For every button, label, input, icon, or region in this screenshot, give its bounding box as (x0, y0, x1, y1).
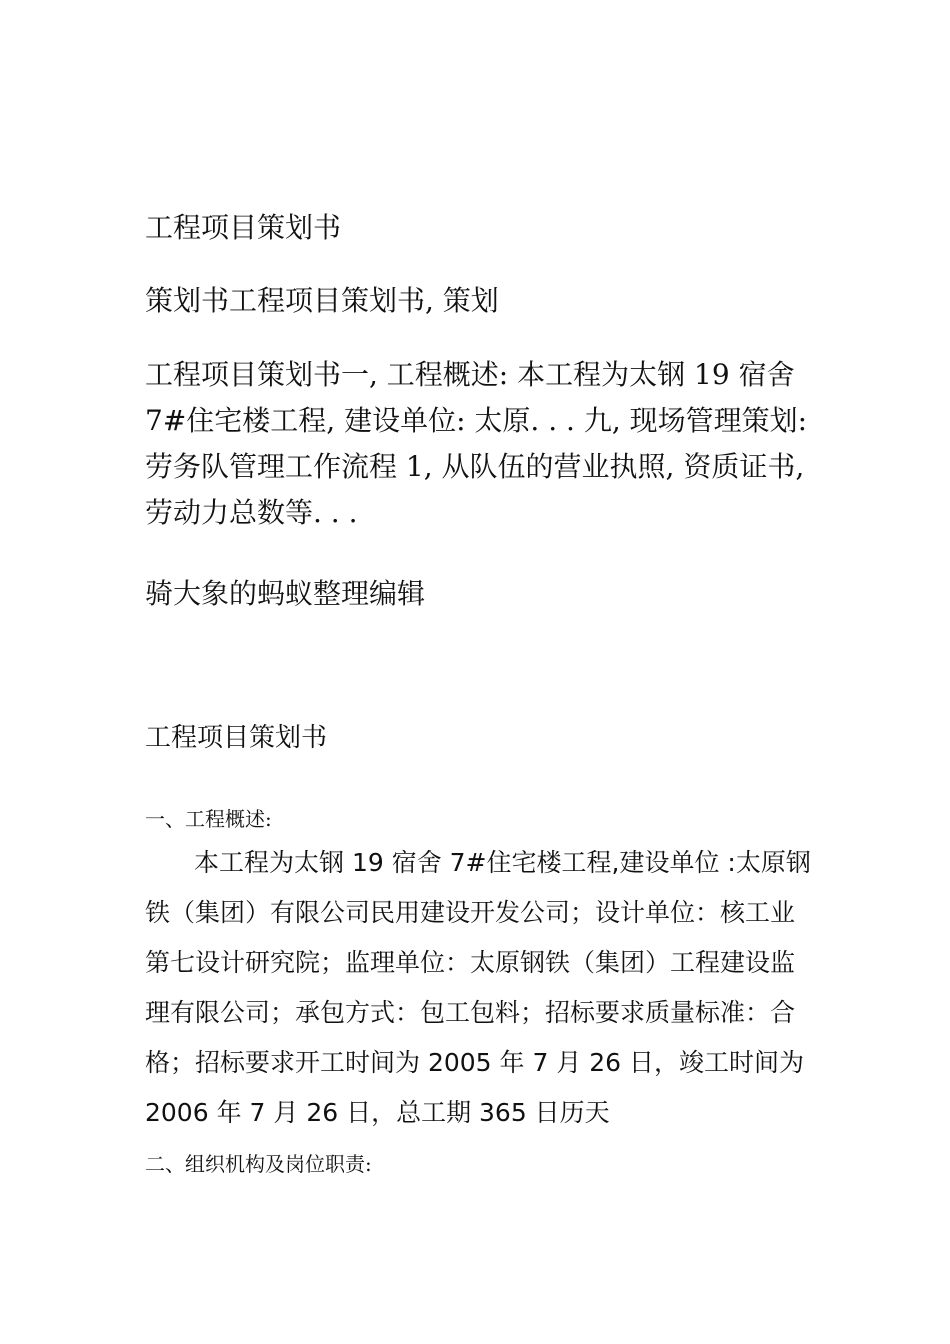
summary-line: 劳动力总数等. . . (145, 496, 358, 529)
document-title: 工程项目策划书 (145, 723, 328, 753)
summary-paragraph (145, 352, 835, 536)
overview-line: 本工程为太钢 19 宿舍 7#住宅楼工程,建设单位 :太原钢 (194, 848, 811, 877)
overview-paragraph (145, 838, 825, 1138)
summary-line: 劳务队管理工作流程 1, 从队伍的营业执照, 资质证书, (145, 450, 805, 483)
overview-line: 理有限公司；承包方式：包工包料；招标要求质量标准：合 (145, 998, 796, 1027)
section-heading-organization: 二、组织机构及岗位职责: (145, 1152, 372, 1176)
page-subtitle: 策划书工程项目策划书, 策划 (145, 284, 499, 317)
overview-line: 2006 年 7 月 26 日，总工期 365 日历天 (145, 1098, 610, 1127)
overview-line: 格；招标要求开工时间为 2005 年 7 月 26 日，竣工时间为 (145, 1048, 805, 1077)
overview-line: 铁（集团）有限公司民用建设开发公司；设计单位：核工业 (145, 898, 796, 927)
overview-line: 第七设计研究院；监理单位：太原钢铁（集团）工程建设监 (145, 948, 796, 977)
section-heading-overview: 一、工程概述: (145, 807, 272, 831)
summary-line: 工程项目策划书一, 工程概述: 本工程为太钢 19 宿舍 (145, 358, 795, 391)
summary-line: 7#住宅楼工程, 建设单位: 太原. . . 九, 现场管理策划: (145, 404, 808, 437)
editor-note: 骑大象的蚂蚁整理编辑 (145, 577, 426, 610)
page-title: 工程项目策划书 (145, 211, 342, 244)
